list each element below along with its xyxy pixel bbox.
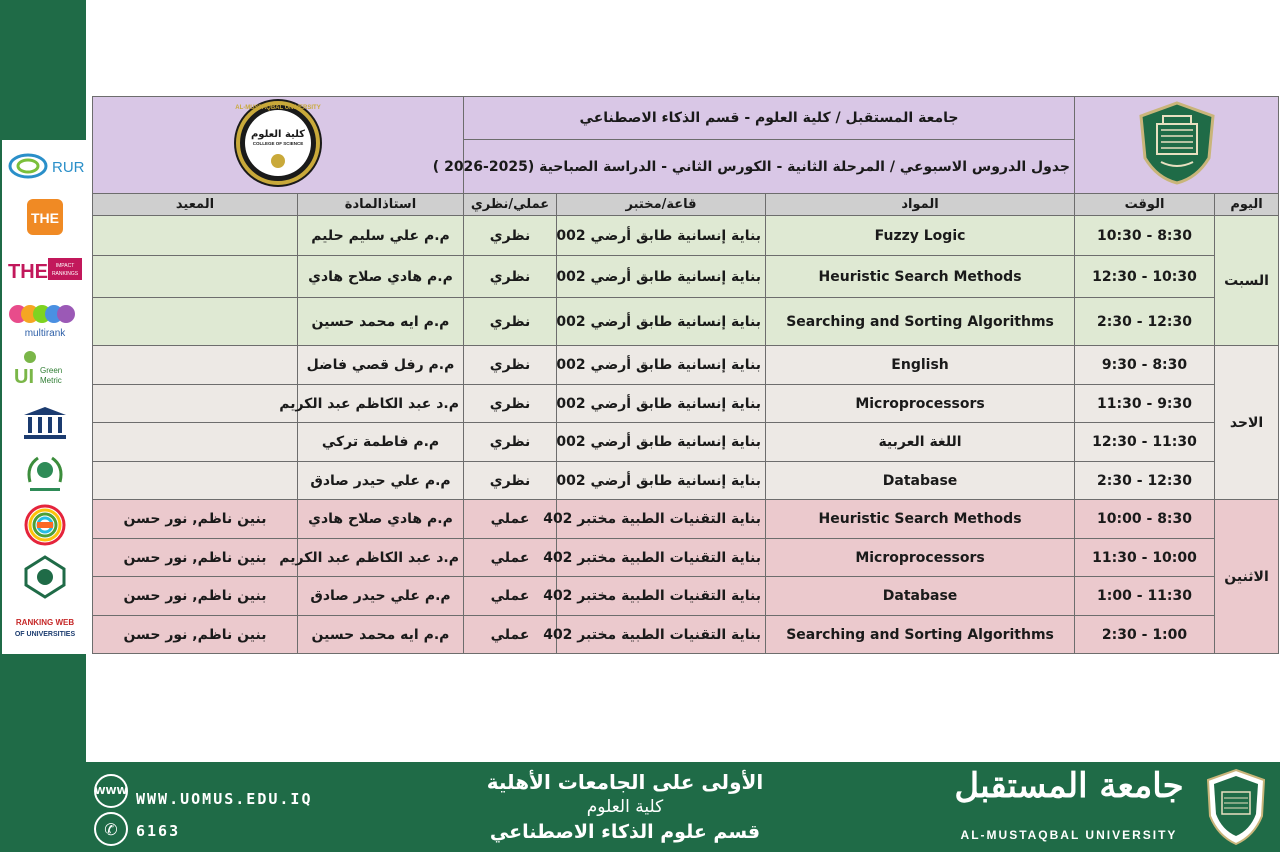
type-cell: نظري [464,346,557,385]
col-header-time: الوقت [1075,194,1215,216]
instructor-cell: م.م ايه محمد حسين [298,298,464,346]
svg-text:RANKINGS: RANKINGS [51,270,79,277]
svg-text:THE: THE [8,260,48,283]
assistant-cell [93,346,298,385]
table-row [93,577,1279,616]
instructor-cell: م.م فاطمة تركي [298,423,464,462]
time-cell: 11:30 - 1:00 [1075,577,1215,616]
svg-text:Metric: Metric [40,376,62,386]
table-row [93,423,1279,462]
type-cell: نظري [464,256,557,298]
assistant-cell [93,216,298,256]
room-cell: بناية إنسانية طابق أرضي 002 [557,346,766,385]
room-cell: بناية التقنيات الطبية مختبر 402 [557,616,766,654]
time-cell: 11:30 - 12:30 [1075,423,1215,462]
svg-text:كلية العلوم: كلية العلوم [250,129,306,140]
subject-cell: Microprocessors [766,385,1075,423]
college-of-science-logo [232,97,324,189]
subject-cell: Database [766,577,1075,616]
time-cell: 12:30 - 2:30 [1075,298,1215,346]
subject-cell: Database [766,462,1075,500]
day-cell: الاثنين [1215,500,1279,654]
room-cell: بناية إنسانية طابق أرضي 002 [557,256,766,298]
footer-university-name-en: AL-MUSTAQBAL UNIVERSITY [960,828,1178,842]
type-cell: عملي [464,500,557,539]
table-row [93,346,1279,385]
subject-cell: English [766,346,1075,385]
instructor-cell: م.م ايه محمد حسين [298,616,464,654]
classical-building-icon [6,403,84,443]
subject-cell: اللغة العربية [766,423,1075,462]
assistant-cell: بنين ناظم, نور حسن [93,577,298,616]
subject-cell: Microprocessors [766,539,1075,577]
room-cell: بناية التقنيات الطبية مختبر 402 [557,539,766,577]
sdg-wheel-logo [6,505,84,545]
type-cell: عملي [464,539,557,577]
assistant-cell: بنين ناظم, نور حسن [93,539,298,577]
table-row [93,539,1279,577]
room-cell: بناية التقنيات الطبية مختبر 402 [557,500,766,539]
table-row [93,385,1279,423]
type-cell: نظري [464,423,557,462]
footer-university-shield-icon [1204,768,1268,850]
weekly-schedule-table [92,96,1279,654]
room-cell: بناية إنسانية طابق أرضي 002 [557,385,766,423]
svg-text:THE: THE [31,210,59,227]
room-cell: بناية التقنيات الطبية مختبر 402 [557,577,766,616]
table-row [93,462,1279,500]
table-row [93,256,1279,298]
room-cell: بناية إنسانية طابق أرضي 002 [557,423,766,462]
room-cell: بناية إنسانية طابق أرضي 002 [557,462,766,500]
phone-icon: ✆ [94,812,128,846]
assistant-cell [93,385,298,423]
website-globe-icon: WWW [94,774,128,808]
subject-cell: Heuristic Search Methods [766,500,1075,539]
the-logo [6,197,84,237]
time-cell: 8:30 - 9:30 [1075,346,1215,385]
col-header-type: عملي/نظري [464,194,557,216]
ui-greenmetric-logo [6,351,84,391]
header-university-title: جامعة المستقبل / كلية العلوم - قسم الذكاء الاصطناعي [464,97,1075,140]
time-cell: 8:30 - 10:00 [1075,500,1215,539]
assistant-cell: بنين ناظم, نور حسن [93,500,298,539]
assistant-cell: بنين ناظم, نور حسن [93,616,298,654]
multirank-logo [6,300,84,340]
instructor-cell: م.م رفل قصي فاضل [298,346,464,385]
federation-arab-engineers-logo [6,557,84,597]
type-cell: عملي [464,616,557,654]
footer-university-name-ar: جامعة المستقبل [954,766,1184,806]
col-header-day: اليوم [1215,194,1279,216]
footer-slogan: الأولى على الجامعات الأهلية [486,770,764,794]
subject-cell: Searching and Sorting Algorithms [766,616,1075,654]
rankings-strip [2,140,88,654]
footer-college: كلية العلوم [586,797,664,817]
table-row [93,298,1279,346]
type-cell: عملي [464,577,557,616]
assistant-cell [93,256,298,298]
svg-text:OF UNIVERSITIES: OF UNIVERSITIES [14,630,76,638]
instructor-cell: م.م علي سليم حليم [298,216,464,256]
subject-cell: Fuzzy Logic [766,216,1075,256]
instructor-cell: م.م هادي صلاح هادي [298,500,464,539]
room-cell: بناية إنسانية طابق أرضي 002 [557,298,766,346]
time-cell: 1:00 - 2:30 [1075,616,1215,654]
svg-text:multirank: multirank [24,327,66,339]
table-row [93,216,1279,256]
footer-phone: 6163 [136,822,181,840]
svg-text:Green: Green [40,366,63,376]
arab-rankings-wreath-logo [6,454,84,494]
instructor-cell: م.د عبد الكاظم عبد الكريم [298,539,464,577]
svg-text:AL-MUSTAQBAL UNIVERSITY: AL-MUSTAQBAL UNIVERSITY [235,105,321,111]
university-seal-icon [1135,100,1219,186]
assistant-cell [93,423,298,462]
svg-text:IMPACT: IMPACT [55,262,75,269]
assistant-cell [93,298,298,346]
time-cell: 8:30 - 10:30 [1075,216,1215,256]
table-row [93,500,1279,539]
college-logo-cell [93,97,464,194]
footer-website[interactable]: WWW.UOMUS.EDU.IQ [136,790,313,808]
col-header-room: قاعة/مختبر [557,194,766,216]
ranking-web-of-universities-logo [6,608,84,648]
footer-department: قسم علوم الذكاء الاصطناعي [489,821,761,843]
university-seal-cell [1075,97,1279,194]
svg-text:RUR: RUR [52,159,85,176]
subject-cell: Heuristic Search Methods [766,256,1075,298]
instructor-cell: م.م هادي صلاح هادي [298,256,464,298]
footer-slogan-block [420,770,830,845]
type-cell: نظري [464,216,557,256]
assistant-cell [93,462,298,500]
instructor-cell: م.م علي حيدر صادق [298,462,464,500]
svg-text:UI: UI [14,366,34,389]
day-cell: السبت [1215,216,1279,346]
col-header-assistant: المعيد [93,194,298,216]
svg-text:COLLEGE OF SCIENCE: COLLEGE OF SCIENCE [252,141,304,146]
instructor-cell: م.م علي حيدر صادق [298,577,464,616]
col-header-instructor: استاذالمادة [298,194,464,216]
rur-logo [6,146,84,186]
instructor-cell: م.د عبد الكاظم عبد الكريم [298,385,464,423]
type-cell: نظري [464,462,557,500]
header-schedule-title: جدول الدروس الاسبوعي / المرحلة الثانية - الكورس الثاني - الدراسة الصباحية (2025-2026 ) [464,140,1075,194]
time-cell: 12:30 - 2:30 [1075,462,1215,500]
time-cell: 9:30 - 11:30 [1075,385,1215,423]
type-cell: نظري [464,385,557,423]
svg-text:RANKING WEB: RANKING WEB [15,617,75,627]
time-cell: 10:30 - 12:30 [1075,256,1215,298]
type-cell: نظري [464,298,557,346]
day-cell: الاحد [1215,346,1279,500]
the-impact-rankings-logo [6,249,84,289]
col-header-subject: المواد [766,194,1075,216]
time-cell: 10:00 - 11:30 [1075,539,1215,577]
room-cell: بناية إنسانية طابق أرضي 002 [557,216,766,256]
subject-cell: Searching and Sorting Algorithms [766,298,1075,346]
table-row [93,616,1279,654]
